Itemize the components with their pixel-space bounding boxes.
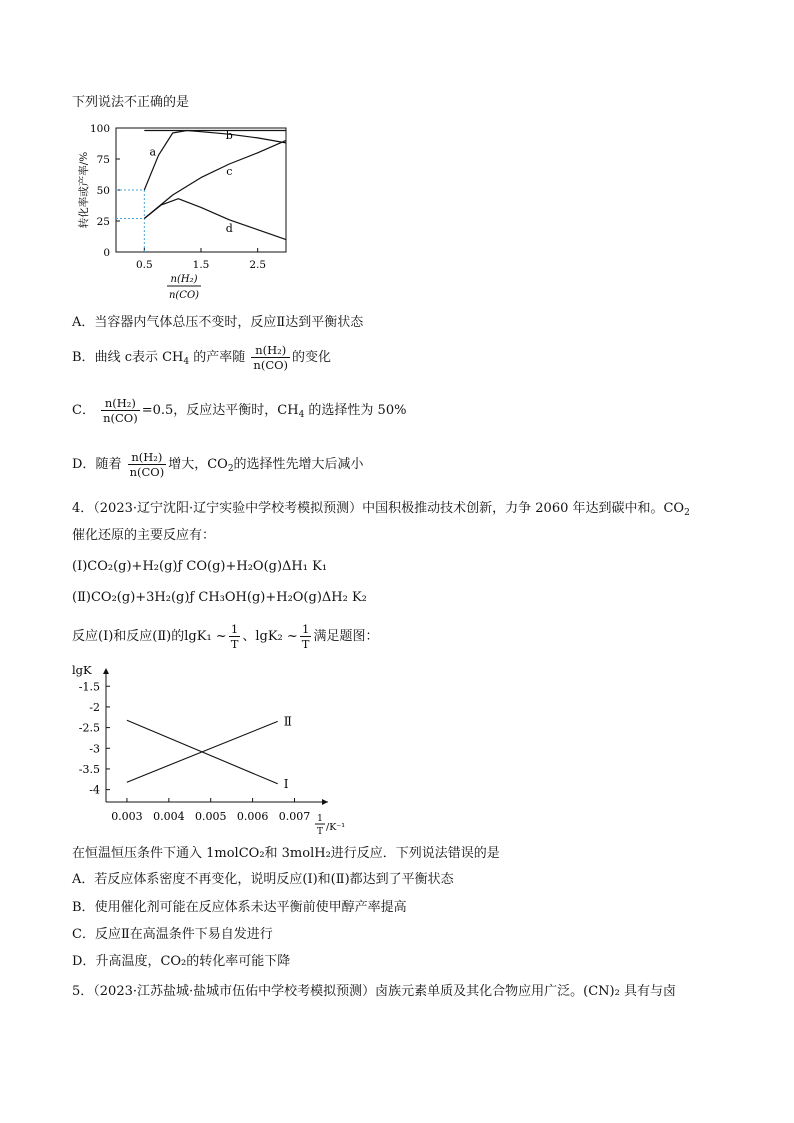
option-text-post: 增大，CO bbox=[168, 457, 228, 472]
question-stem: 下列说法不正确的是 bbox=[72, 95, 190, 110]
x-tick-label: 0.5 bbox=[135, 259, 153, 271]
q4-relation bbox=[72, 622, 378, 651]
option-text-post: =0.5，反应达平衡时，CH bbox=[141, 403, 299, 418]
question-intro: 中国积极推动技术创新，力争 2060 年达到碳中和。CO bbox=[362, 501, 685, 516]
x-tick-label: 0.004 bbox=[153, 810, 185, 823]
y-tick-label: -1.5 bbox=[78, 680, 100, 694]
option-label: D． bbox=[72, 954, 96, 969]
q4-intro-line1 bbox=[72, 500, 690, 522]
x-tick-label: 2.5 bbox=[249, 259, 267, 271]
x-axis-label-denominator: T bbox=[316, 827, 324, 837]
question-source: （2023·江苏盐城·盐城市伍佑中学校考模拟预测） bbox=[93, 984, 376, 999]
option-text: 若反应体系密度不再变化，说明反应(Ⅰ)和(Ⅱ)都达到了平衡状态 bbox=[94, 872, 454, 887]
series-label-ii: Ⅱ bbox=[283, 714, 292, 729]
q3-option-c[interactable] bbox=[72, 396, 406, 425]
option-text-tail: 的选择性为 50% bbox=[304, 403, 407, 418]
q4-option-b[interactable] bbox=[72, 899, 407, 917]
ratio-fraction: $\frac{\text{n(H₂)}}{n(CO)}$ bbox=[103, 396, 138, 425]
subscript: 2 bbox=[227, 464, 234, 474]
inverse-temperature-fraction: $\frac{1}{T}$ bbox=[230, 622, 239, 651]
inverse-temperature-fraction: $\frac{1}{T}$ bbox=[301, 622, 310, 651]
q4-option-d[interactable] bbox=[72, 953, 290, 971]
y-tick-label: 100 bbox=[89, 123, 110, 135]
option-text: 升高温度，CO₂的转化率可能下降 bbox=[95, 954, 291, 969]
y-tick-label: 75 bbox=[96, 154, 110, 166]
y-tick-label: -2 bbox=[89, 700, 100, 714]
option-label: C． bbox=[72, 403, 95, 418]
series-label-i: I bbox=[283, 776, 289, 791]
option-text-pre: 曲线 c表示 CH bbox=[94, 350, 184, 365]
y-tick-label: 50 bbox=[96, 185, 110, 197]
series-line-a bbox=[144, 131, 286, 191]
x-axis-arrow bbox=[322, 799, 328, 805]
y-axis-arrow bbox=[103, 668, 109, 674]
question-number: 5． bbox=[72, 984, 94, 999]
series-label-d: d bbox=[225, 222, 233, 236]
option-label: B． bbox=[72, 350, 95, 365]
q4-option-a[interactable] bbox=[72, 871, 454, 889]
y-tick-label: -3.5 bbox=[78, 762, 100, 776]
subscript: 4 bbox=[183, 357, 190, 367]
question-number: 4． bbox=[72, 501, 94, 516]
option-text-mid: 的产率随 bbox=[189, 350, 246, 365]
reaction-2: (Ⅱ)CO₂(g)+3H₂(g)ƒ CH₃OH(g)+H₂O(g)ΔH₂ K₂ bbox=[72, 590, 367, 605]
q5-intro bbox=[72, 983, 676, 1001]
option-text: 当容器内气体总压不变时，反应Ⅱ达到平衡状态 bbox=[94, 315, 364, 330]
subscript: 2 bbox=[684, 508, 690, 518]
y-tick-label: -3 bbox=[89, 742, 100, 756]
option-label: A． bbox=[72, 315, 95, 330]
y-tick-label: 0 bbox=[103, 247, 110, 259]
y-tick-label: -4 bbox=[89, 783, 100, 797]
x-tick-label: 0.007 bbox=[278, 810, 311, 823]
ratio-fraction: $\frac{\text{n(H₂)}}{n(CO)}$ bbox=[129, 450, 165, 479]
x-axis-label-unit: /K⁻¹ bbox=[326, 822, 346, 833]
relation-pre: 反应(Ⅰ)和反应(Ⅱ)的lgK₁ ~ bbox=[72, 629, 227, 644]
q3-option-b[interactable] bbox=[72, 343, 331, 372]
x-tick-label: 0.005 bbox=[194, 810, 227, 823]
series-label-a: a bbox=[149, 145, 157, 159]
q3-option-a[interactable] bbox=[72, 314, 363, 332]
q4-option-c[interactable] bbox=[72, 926, 273, 944]
x-tick-label: 0.003 bbox=[111, 810, 143, 823]
q3-option-d[interactable] bbox=[72, 450, 364, 479]
y-axis-label: lgK bbox=[72, 663, 92, 677]
option-text-pre: 随着 bbox=[95, 457, 122, 472]
y-tick-label: -2.5 bbox=[78, 721, 100, 735]
option-label: A． bbox=[72, 872, 95, 887]
x-axis-label-numerator: n(H₂) bbox=[170, 274, 198, 285]
option-label: B． bbox=[72, 900, 95, 915]
option-label: C． bbox=[72, 927, 95, 942]
option-label: D． bbox=[72, 457, 96, 472]
series-label-b: b bbox=[225, 129, 233, 143]
subscript: 4 bbox=[298, 410, 305, 420]
option-text: 反应Ⅱ在高温条件下易自发进行 bbox=[94, 927, 273, 942]
y-axis-label: 转化率或产率/% bbox=[78, 151, 90, 229]
option-text-tail: 的选择性先增大后减小 bbox=[233, 457, 364, 472]
lgk-vs-inverse-t-chart bbox=[70, 660, 355, 840]
x-axis-label-denominator: n(CO) bbox=[168, 290, 200, 301]
series-line-i bbox=[127, 720, 278, 784]
q4-condition: 在恒温恒压条件下通入 1molCO₂和 3molH₂进行反应．下列说法错误的是 bbox=[72, 846, 500, 861]
series-line-d bbox=[144, 199, 286, 240]
series-line-c bbox=[144, 140, 286, 218]
x-tick-label: 1.5 bbox=[192, 259, 210, 271]
q4-intro-line2: 催化还原的主要反应有： bbox=[72, 528, 216, 543]
relation-post: 满足题图： bbox=[313, 629, 379, 644]
conversion-yield-chart bbox=[70, 118, 300, 303]
ratio-fraction: $\frac{\text{n(H₂)}}{n(CO)}$ bbox=[253, 343, 289, 372]
option-text: 使用催化剂可能在反应体系未达平衡前使甲醇产率提高 bbox=[94, 900, 407, 915]
relation-mid: 、lgK₂ ~ bbox=[242, 629, 298, 644]
question-intro: 卤族元素单质及其化合物应用广泛。(CN)₂ 具有与卤 bbox=[375, 984, 676, 999]
series-label-c: c bbox=[226, 165, 233, 179]
question-source: （2023·辽宁沈阳·辽宁实验中学校考模拟预测） bbox=[93, 501, 363, 516]
y-tick-label: 25 bbox=[96, 216, 110, 228]
x-tick-label: 0.006 bbox=[236, 810, 269, 823]
reaction-1: (Ⅰ)CO₂(g)+H₂(g)ƒ CO(g)+H₂O(g)ΔH₁ K₁ bbox=[72, 559, 328, 574]
option-text-post: 的变化 bbox=[292, 350, 332, 365]
x-axis-label-numerator: 1 bbox=[317, 814, 323, 824]
